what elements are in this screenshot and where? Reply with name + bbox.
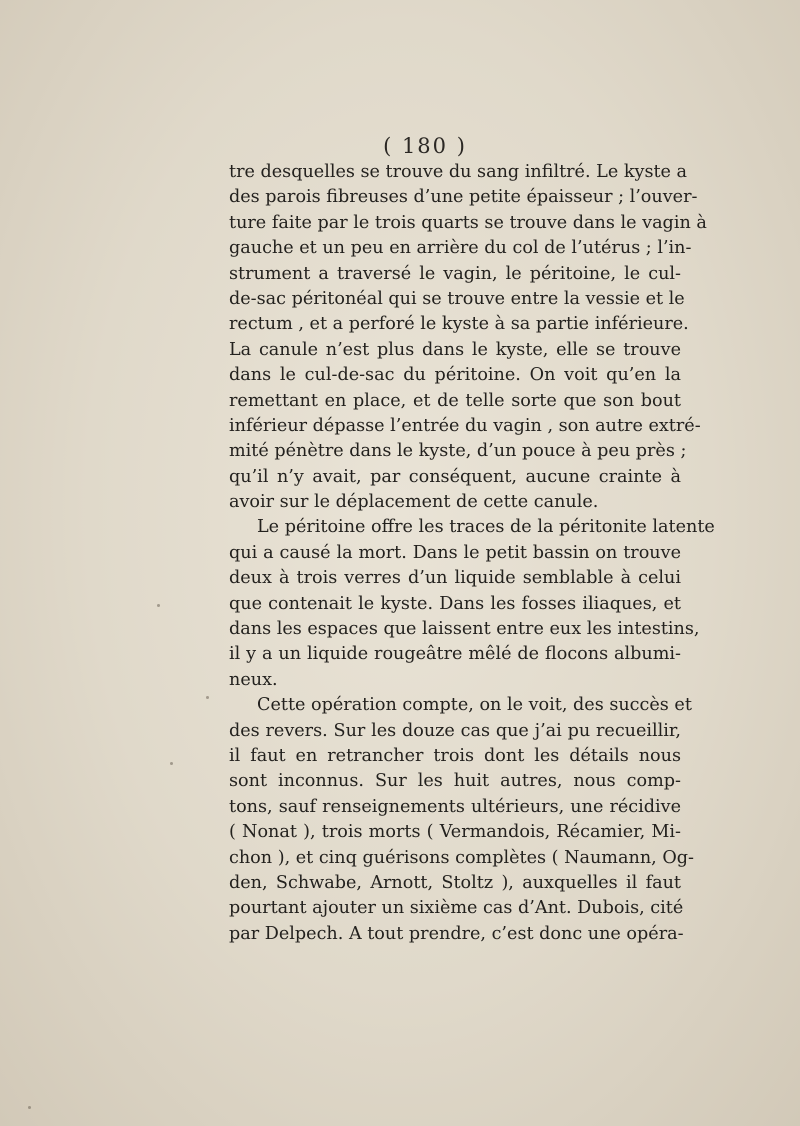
text-line: ( Nonat ), trois morts ( Vermandois, Récamier, Mi- <box>229 822 681 843</box>
text-line: il faut en retrancher trois dont les détails nous <box>229 745 681 766</box>
ink-speck <box>28 1106 31 1109</box>
text-line: deux à trois verres d’un liquide semblable à celui <box>229 568 681 589</box>
text-line: que contenait le kyste. Dans les fosses iliaques, et <box>229 593 681 614</box>
text-line: tons, sauf renseignements ultérieurs, une récidive <box>229 796 681 817</box>
ink-speck <box>206 696 209 699</box>
text-line: de-sac péritonéal qui se trouve entre la vessie et le <box>229 288 685 309</box>
page-number: ( 180 ) <box>383 134 467 158</box>
text-line: qui a causé la mort. Dans le petit bassin on trouve <box>229 542 681 563</box>
text-line: des revers. Sur les douze cas que j’ai pu recueillir, <box>229 720 681 741</box>
text-line: dans le cul-de-sac du péritoine. On voit qu’en la <box>229 365 681 386</box>
text-line: dans les espaces que laissent entre eux les intestins, <box>229 619 700 640</box>
text-line: tre desquelles se trouve du sang infiltré. Le kyste a <box>229 162 688 182</box>
text-line: Le péritoine offre les traces de la péritonite latente <box>257 517 715 538</box>
text-line: sont inconnus. Sur les huit autres, nous comp- <box>229 771 681 792</box>
text-line: avoir sur le déplacement de cette canule. <box>229 492 599 513</box>
ink-speck <box>157 604 160 607</box>
text-line: il y a un liquide rougeâtre mêlé de flocons albumi- <box>229 644 681 665</box>
body-text <box>229 160 715 947</box>
text-line: rectum , et a perforé le kyste à sa partie inférieure. <box>229 314 689 335</box>
text-line: par Delpech. A tout prendre, c’est donc une opéra- <box>229 923 684 944</box>
text-line: inférieur dépasse l’entrée du vagin , son autre extré- <box>229 415 701 436</box>
text-line: gauche et un peu en arrière du col de l’utérus ; l’in- <box>229 238 692 259</box>
text-line: chon ), et cinq guérisons complètes ( Naumann, Og- <box>229 847 694 868</box>
text-line: des parois fibreuses d’une petite épaisseur ; l’ouver- <box>229 187 698 208</box>
text-line: mité pénètre dans le kyste, d’un pouce à peu près ; <box>229 441 687 462</box>
text-line: pourtant ajouter un sixième cas d’Ant. Dubois, cité <box>229 898 684 919</box>
text-line: remettant en place, et de telle sorte que son bout <box>229 390 681 411</box>
text-line: strument a traversé le vagin, le péritoine, le cul- <box>229 263 681 284</box>
ink-speck <box>170 762 173 765</box>
text-line: qu’il n’y avait, par conséquent, aucune crainte à <box>229 466 681 487</box>
text-line: neux. <box>229 669 278 690</box>
text-line: ture faite par le trois quarts se trouve dans le vagin à <box>229 212 707 233</box>
text-line: den, Schwabe, Arnott, Stoltz ), auxquelles il faut <box>229 872 681 893</box>
text-line: La canule n’est plus dans le kyste, elle se trouve <box>229 339 681 360</box>
text-line: Cette opération compte, on le voit, des succès et <box>257 695 692 716</box>
